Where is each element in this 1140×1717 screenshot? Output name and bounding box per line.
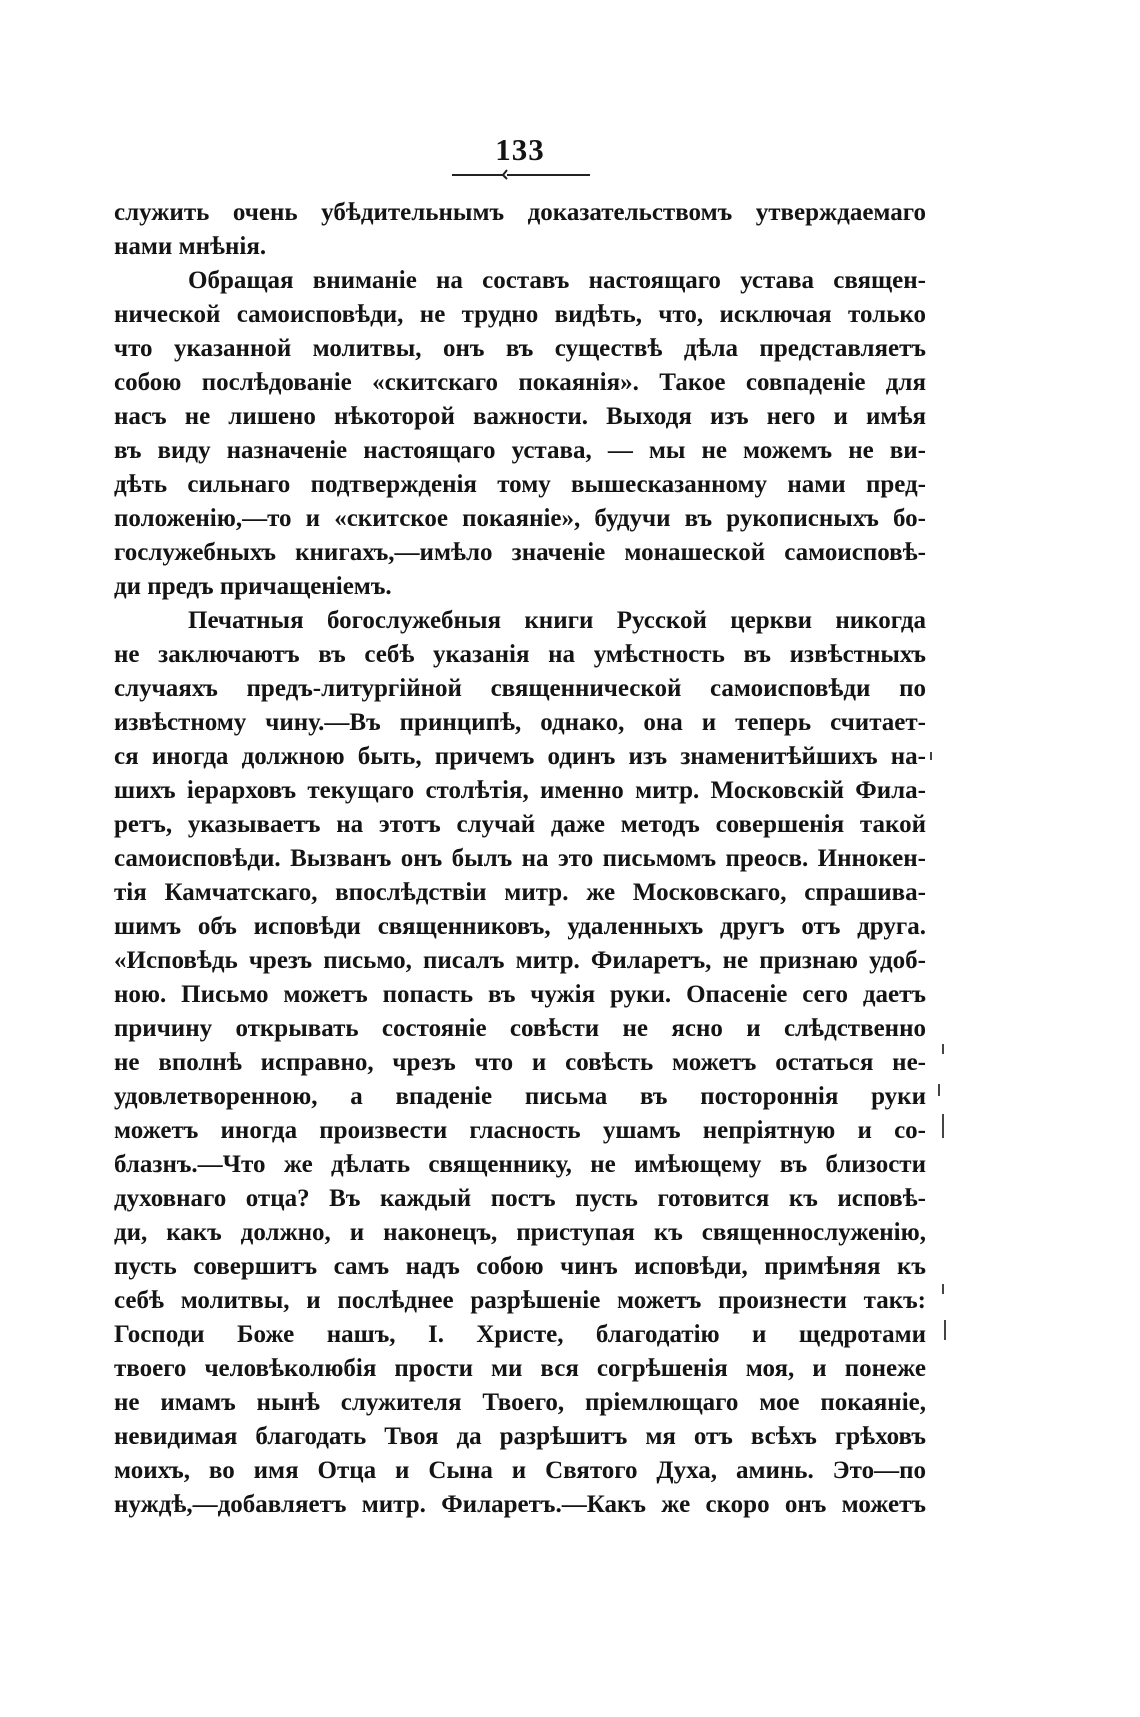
page-number-rule-left <box>452 174 494 176</box>
text-line: «Исповѣдь чрезъ письмо, писалъ митр. Филаретъ, не признаю удоб- <box>114 947 926 974</box>
text-line: самоисповѣди. Вызванъ онъ былъ на это письмомъ преосв. Иннокен- <box>114 845 926 872</box>
margin-mark <box>942 1044 944 1054</box>
text-line: дѣть сильнаго подтвержденія тому вышесказанному нами пред- <box>114 471 926 498</box>
text-line: случаяхъ предъ-литургійной священнической самоисповѣди по <box>114 675 926 702</box>
text-line: удовлетворенною, а впаденіе письма въ постороннія руки <box>114 1083 926 1110</box>
text-line: моихъ, во имя Отца и Сына и Святого Духа, аминь. Это—по <box>114 1457 926 1484</box>
text-line: духовнаго отца? Въ каждый постъ пусть готовится къ исповѣ- <box>114 1185 926 1212</box>
text-line: Господи Боже нашъ, І. Христе, благодатію и щедротами <box>114 1321 926 1348</box>
text-line: ретъ, указываетъ на этотъ случай даже методъ совершенія такой <box>114 811 926 838</box>
text-line: не заключаютъ въ себѣ указанія на умѣстность въ извѣстныхъ <box>114 641 926 668</box>
text-line: что указанной молитвы, онъ въ существѣ дѣла представляетъ <box>114 335 926 362</box>
margin-mark <box>944 1320 946 1340</box>
margin-mark <box>942 1284 944 1294</box>
text-line: причину открывать состояніе совѣсти не ясно и слѣдственно <box>114 1015 926 1042</box>
text-line: ною. Письмо можетъ попасть въ чужія руки. Опасеніе сего даетъ <box>114 981 926 1008</box>
margin-mark <box>942 1114 944 1138</box>
text-line: нуждѣ,—добавляетъ митр. Филаретъ.—Какъ же скоро онъ можетъ <box>114 1491 926 1518</box>
margin-mark <box>930 752 932 760</box>
text-line: шихъ іерарховъ текущаго столѣтія, именно митр. Московскій Фила- <box>114 777 926 804</box>
text-line: собою послѣдованіе «скитскаго покаянія». Такое совпаденіе для <box>114 369 926 396</box>
text-line: Обращая вниманіе на составъ настоящаго устава священ- <box>188 267 926 294</box>
text-line: твоего человѣколюбія прости ми вся согрѣшенія моя, и понеже <box>114 1355 926 1382</box>
text-line: ди предъ причащеніемъ. <box>114 573 392 600</box>
text-line: не вполнѣ исправно, чрезъ что и совѣсть можетъ остаться не- <box>114 1049 926 1076</box>
text-line: себѣ молитвы, и послѣднее разрѣшеніе можетъ произнести такъ: <box>114 1287 926 1314</box>
text-line: ди, какъ должно, и наконецъ, приступая къ священнослуженію, <box>114 1219 926 1246</box>
text-line: гослужебныхъ книгахъ,—имѣло значеніе монашеской самоисповѣ- <box>114 539 926 566</box>
text-line: положенію,—то и «скитское покаяніе», будучи въ рукописныхъ бо- <box>114 505 926 532</box>
text-line: невидимая благодать Твоя да разрѣшитъ мя отъ всѣхъ грѣховъ <box>114 1423 926 1450</box>
body-text <box>114 196 926 1522</box>
page-number-ornament <box>494 166 512 180</box>
text-line: не имамъ нынѣ служителя Твоего, пріемлющаго мое покаяніе, <box>114 1389 926 1416</box>
text-line: нами мнѣнія. <box>114 233 267 260</box>
text-line: Печатныя богослужебныя книги Русской церкви никогда <box>188 607 926 634</box>
text-line: тія Камчатскаго, впослѣдствіи митр. же Московскаго, спрашива- <box>114 879 926 906</box>
page-number: 133 <box>495 132 545 167</box>
text-line: можетъ иногда произвести гласность ушамъ непріятную и со- <box>114 1117 926 1144</box>
text-line: ся иногда должною быть, причемъ одинъ изъ знаменитѣйшихъ на- <box>114 743 926 770</box>
text-line: шимъ объ исповѣди священниковъ, удаленныхъ другъ отъ друга. <box>114 913 926 940</box>
text-line: служить очень убѣдительнымъ доказательствомъ утверждаемаго <box>114 199 926 226</box>
text-line: нической самоисповѣди, не трудно видѣть, что, исключая только <box>114 301 926 328</box>
margin-mark <box>938 1084 940 1096</box>
page-number-rule-right <box>512 174 590 176</box>
text-line: извѣстному чину.—Въ принципѣ, однако, она и теперь считает- <box>114 709 926 736</box>
text-line: пусть совершитъ самъ надъ собою чинъ исповѣди, примѣняя къ <box>114 1253 926 1280</box>
text-line: блазнъ.—Что же дѣлать священнику, не имѣющему въ близости <box>114 1151 926 1178</box>
text-line: въ виду назначеніе настоящаго устава, — мы не можемъ не ви- <box>114 437 926 464</box>
text-line: насъ не лишено нѣкоторой важности. Выходя изъ него и имѣя <box>114 403 926 430</box>
